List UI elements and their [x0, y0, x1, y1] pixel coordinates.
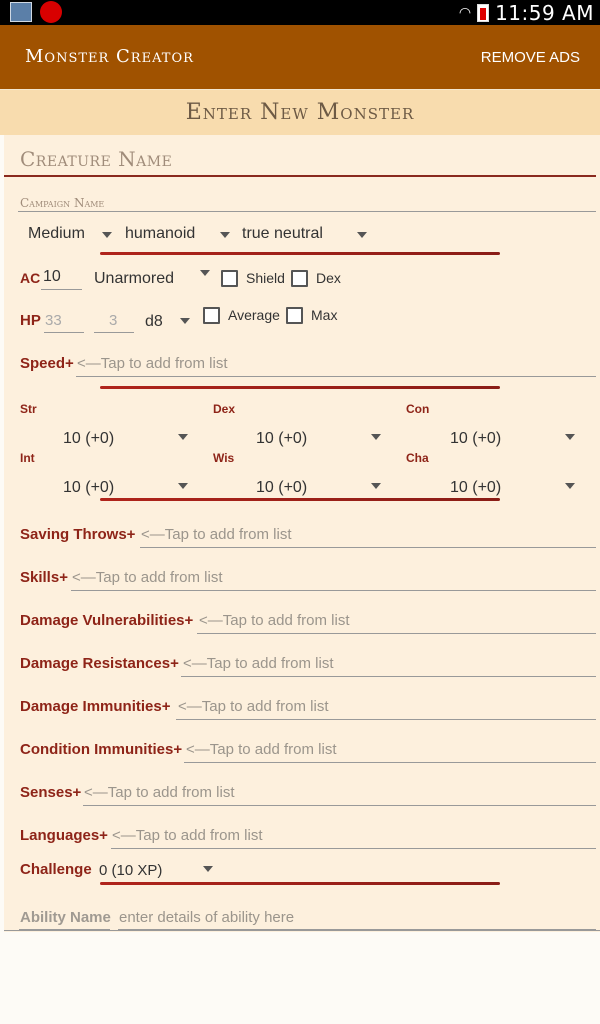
ability-value-con: 10 (+0): [450, 430, 502, 447]
ability-spinner-int[interactable]: [63, 477, 193, 499]
ability-label-wis: Wis: [213, 451, 235, 465]
damage-resistances-add-button[interactable]: Damage Resistances+: [20, 655, 179, 672]
page-title: Enter New Monster: [185, 100, 415, 125]
ability-value-cha: 10 (+0): [450, 479, 502, 496]
chevron-down-icon: [178, 434, 188, 440]
chevron-down-icon: [565, 483, 575, 489]
average-checkbox[interactable]: [203, 307, 220, 324]
ac-underline: [41, 289, 82, 290]
speed-add-button[interactable]: Speed+: [20, 355, 74, 372]
condition-immunities-underline: [184, 762, 596, 763]
hit-dice-count-input[interactable]: 3: [109, 312, 118, 329]
saving-throws-underline: [140, 547, 596, 548]
ability-value-wis: 10 (+0): [256, 479, 308, 496]
damage-resistances-underline: [181, 676, 596, 677]
ability-value-dex: 10 (+0): [256, 430, 308, 447]
skills-add-button[interactable]: Skills+: [20, 569, 68, 586]
languages-input[interactable]: <—Tap to add from list: [112, 827, 263, 844]
chevron-down-icon: [565, 434, 575, 440]
chevron-down-icon: [178, 483, 188, 489]
armor-value: Unarmored: [94, 270, 175, 287]
languages-underline: [111, 848, 596, 849]
ability-label-str: Str: [20, 402, 37, 416]
abilities-red-underline: [100, 498, 500, 501]
damage-vulnerabilities-add-button[interactable]: Damage Vulnerabilities+: [20, 612, 194, 629]
ability-name-input[interactable]: Ability Name: [20, 909, 111, 926]
hp-underline: [44, 332, 84, 333]
chevron-down-icon: [200, 270, 210, 276]
speed-underline: [76, 376, 596, 377]
size-value: Medium: [28, 225, 85, 242]
saving-throws-input[interactable]: <—Tap to add from list: [141, 526, 292, 543]
skills-input[interactable]: <—Tap to add from list: [72, 569, 223, 586]
hit-dice-underline: [94, 332, 134, 333]
type-spinner[interactable]: [125, 223, 235, 245]
panel-bottom-divider: [4, 930, 600, 931]
app-title: Monster Creator: [25, 46, 194, 67]
record-notification-icon: [40, 1, 62, 23]
max-label: Max: [311, 307, 338, 323]
status-bar: [0, 0, 600, 25]
damage-vulnerabilities-input[interactable]: <—Tap to add from list: [199, 612, 350, 629]
max-checkbox[interactable]: [286, 307, 303, 324]
hit-die-spinner[interactable]: [145, 311, 193, 333]
remove-ads-button[interactable]: REMOVE ADS: [480, 49, 580, 66]
speed-input[interactable]: <—Tap to add from list: [77, 355, 228, 372]
page-header: [0, 89, 600, 135]
ability-label-cha: Cha: [406, 451, 429, 465]
creature-name-input[interactable]: Creature Name: [20, 147, 173, 171]
average-label: Average: [228, 307, 280, 323]
senses-input[interactable]: <—Tap to add from list: [84, 784, 235, 801]
ability-spinner-cha[interactable]: [450, 477, 580, 499]
ac-label: AC: [20, 270, 41, 286]
condition-immunities-input[interactable]: <—Tap to add from list: [186, 741, 337, 758]
campaign-name-input[interactable]: Campaign Name: [20, 196, 105, 210]
shield-label: Shield: [246, 270, 285, 286]
skills-underline: [71, 590, 596, 591]
chevron-down-icon: [220, 232, 230, 238]
ability-details-input[interactable]: enter details of ability here: [119, 909, 295, 926]
battery-icon: [477, 4, 489, 22]
type-value: humanoid: [125, 225, 196, 242]
chevron-down-icon: [371, 434, 381, 440]
chevron-down-icon: [180, 318, 190, 324]
action-bar: [0, 25, 600, 89]
challenge-value: 0 (10 XP): [99, 862, 163, 879]
damage-vulnerabilities-underline: [197, 633, 596, 634]
languages-add-button[interactable]: Languages+: [20, 827, 108, 844]
saving-throws-add-button[interactable]: Saving Throws+: [20, 526, 136, 543]
alignment-spinner[interactable]: [242, 223, 372, 245]
ability-spinner-wis[interactable]: [256, 477, 386, 499]
campaign-name-underline: [18, 211, 596, 212]
shield-checkbox[interactable]: [221, 270, 238, 287]
damage-immunities-underline: [176, 719, 596, 720]
ac-input[interactable]: 10: [43, 268, 61, 285]
damage-immunities-input[interactable]: <—Tap to add from list: [178, 698, 329, 715]
chevron-down-icon: [371, 483, 381, 489]
ability-label-con: Con: [406, 402, 430, 416]
ability-spinner-con[interactable]: [450, 428, 580, 450]
gallery-notification-icon: [10, 2, 32, 22]
alignment-value: true neutral: [242, 225, 323, 242]
hp-input[interactable]: 33: [45, 312, 62, 329]
damage-immunities-add-button[interactable]: Damage Immunities+: [20, 698, 171, 715]
ability-label-dex: Dex: [213, 402, 236, 416]
ability-label-int: Int: [20, 451, 35, 465]
challenge-red-underline: [100, 882, 500, 885]
chevron-down-icon: [203, 866, 213, 872]
ability-spinner-str[interactable]: [63, 428, 193, 450]
ability-value-int: 10 (+0): [63, 479, 115, 496]
challenge-label: Challenge: [20, 861, 92, 878]
creature-name-underline: [4, 175, 596, 177]
condition-immunities-add-button[interactable]: Condition Immunities+: [20, 741, 183, 758]
ability-spinner-dex[interactable]: [256, 428, 386, 450]
hit-die-value: d8: [145, 313, 163, 330]
ability-value-str: 10 (+0): [63, 430, 115, 447]
dex-label: Dex: [316, 270, 341, 286]
speed-red-underline: [100, 386, 500, 389]
senses-underline: [83, 805, 596, 806]
size-spinner[interactable]: [28, 223, 118, 245]
armor-spinner[interactable]: [94, 268, 214, 290]
challenge-spinner[interactable]: [99, 860, 219, 882]
senses-add-button[interactable]: Senses+: [20, 784, 82, 801]
chevron-down-icon: [102, 232, 112, 238]
chevron-down-icon: [357, 232, 367, 238]
damage-resistances-input[interactable]: <—Tap to add from list: [183, 655, 334, 672]
wifi-icon: ◠: [458, 4, 472, 21]
row-underline: [100, 252, 500, 255]
hp-label: HP: [20, 312, 41, 329]
clock: 11:59 AM: [495, 0, 594, 25]
dex-checkbox[interactable]: [291, 270, 308, 287]
